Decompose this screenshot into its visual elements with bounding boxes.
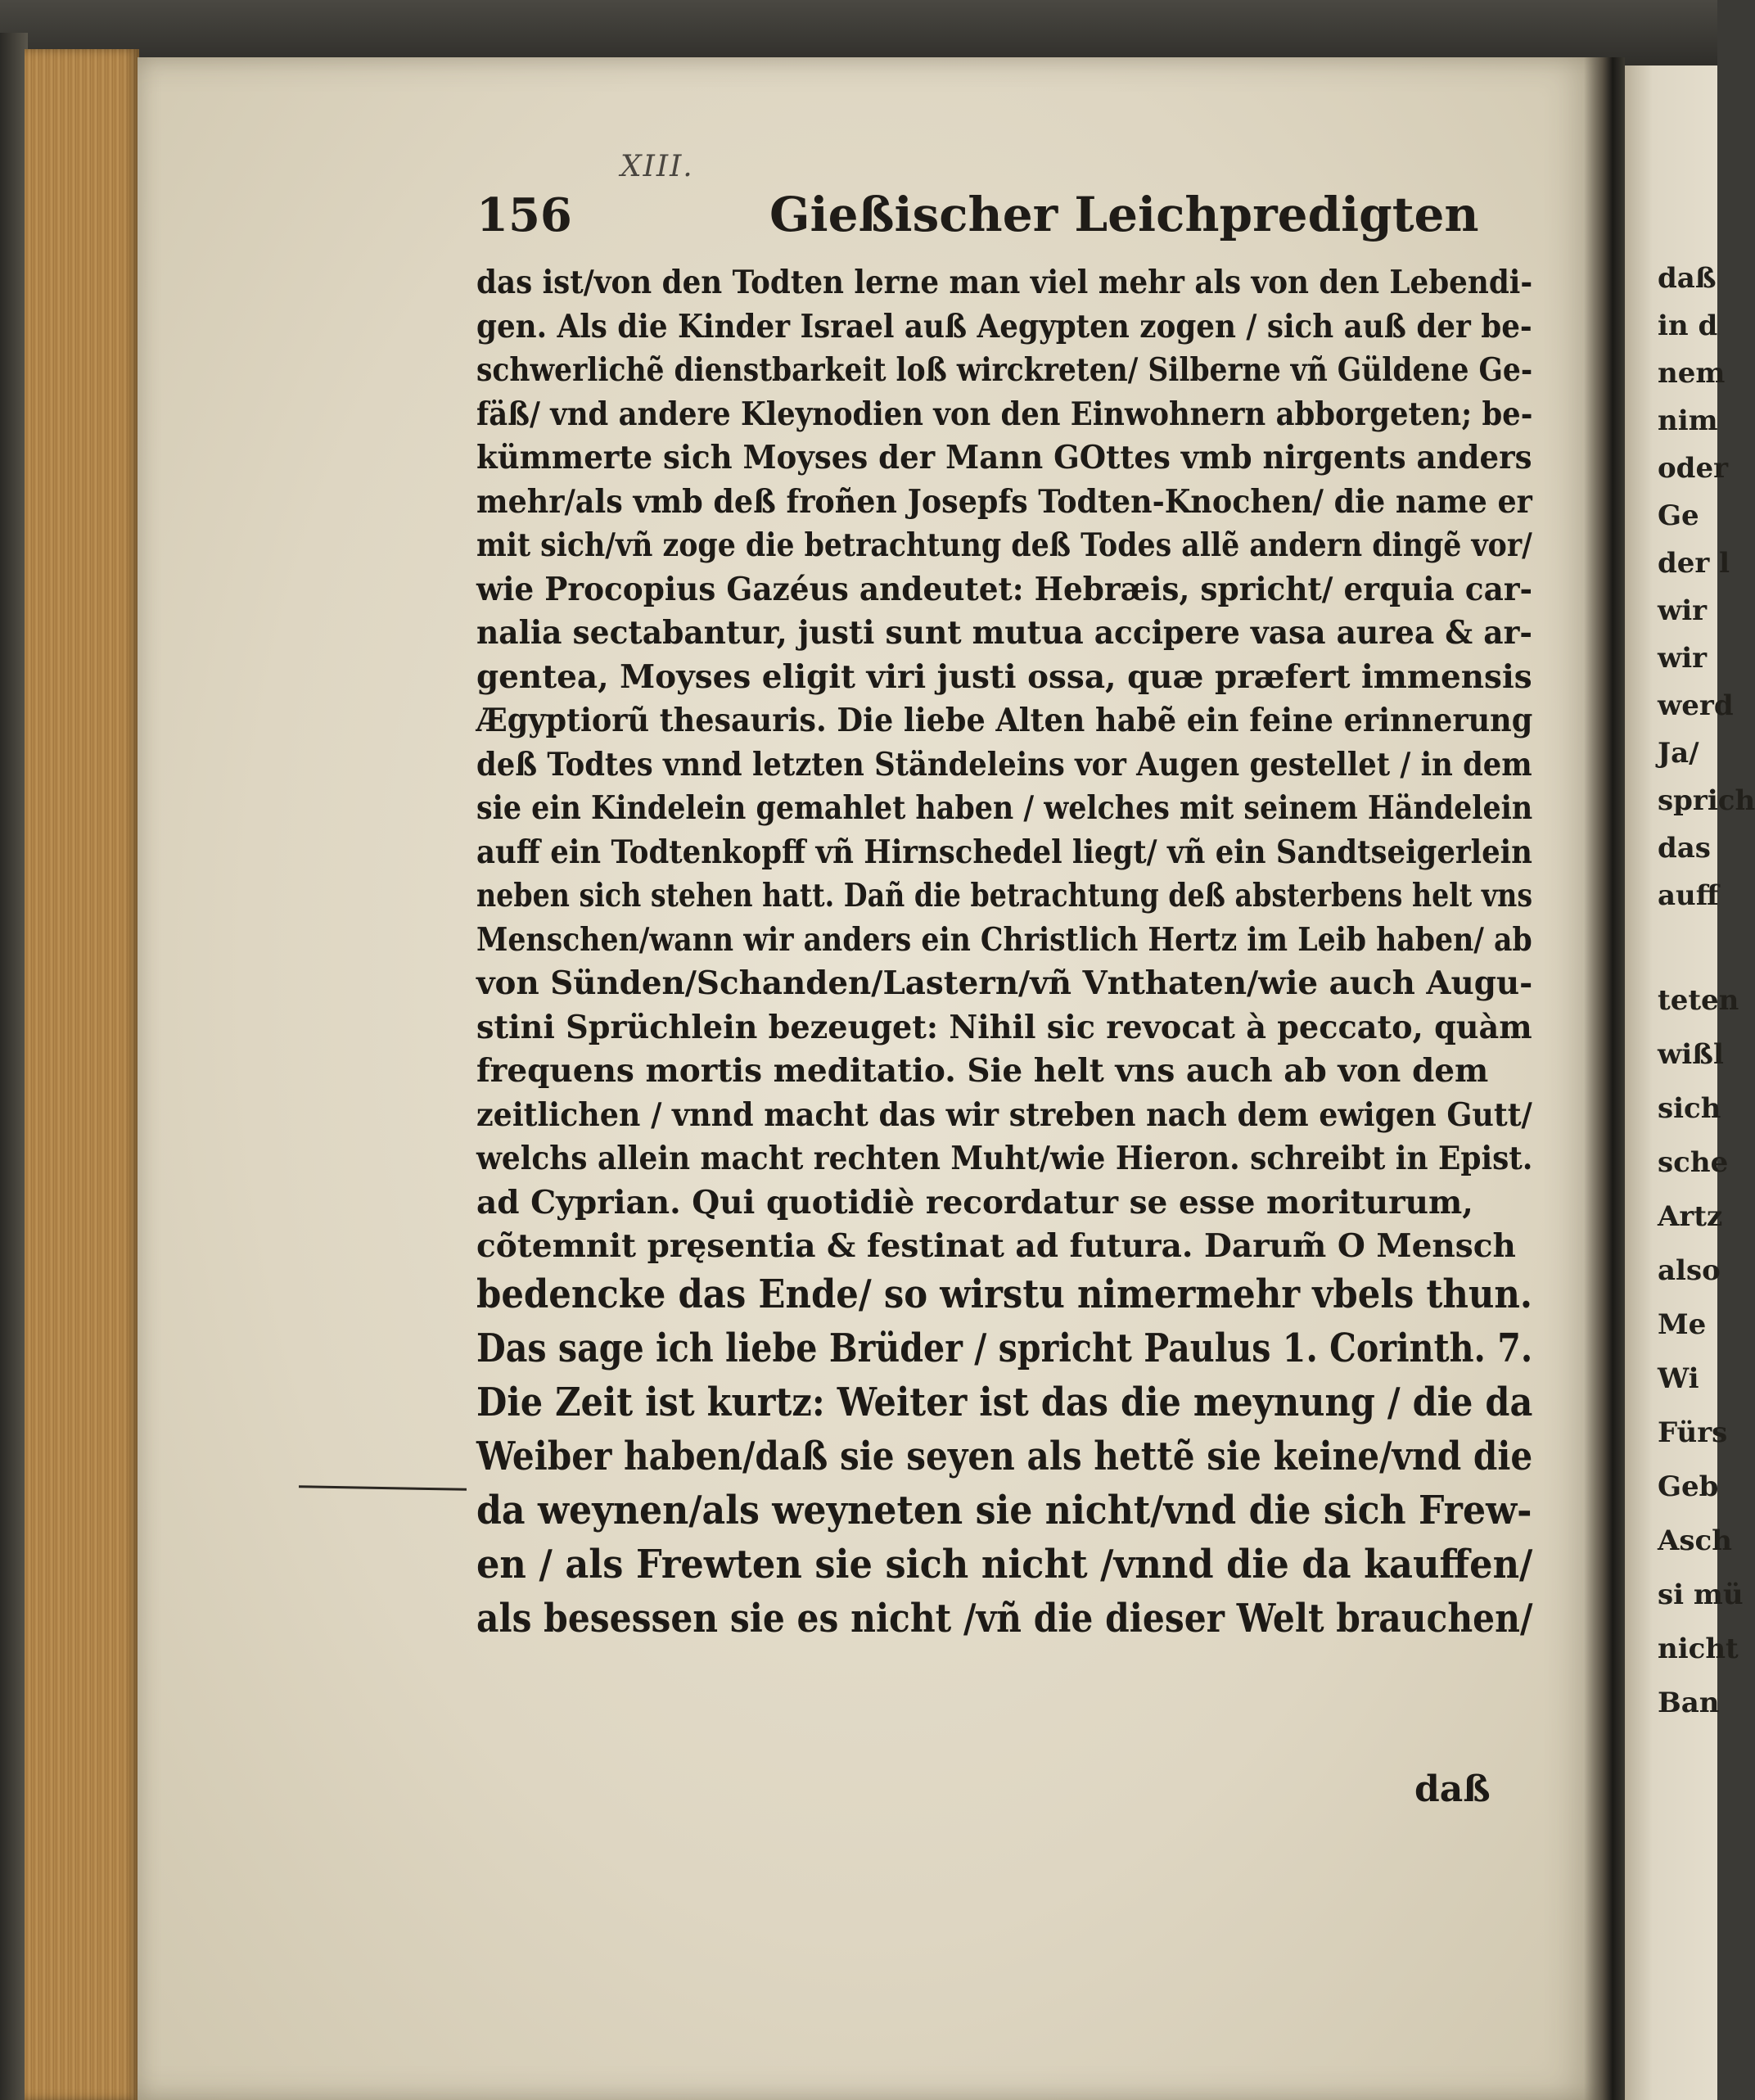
adjacent-line-fragment: in d [1658, 309, 1718, 342]
adjacent-line-fragment: sich [1658, 1092, 1721, 1125]
adjacent-line-fragment: Ge [1658, 499, 1699, 532]
adjacent-line-fragment: Ja/ [1658, 737, 1699, 770]
adjacent-line-fragment: also [1658, 1254, 1721, 1287]
text-line: von Sünden/Schanden/Lastern/vñ Vnthaten/wie auch Augu- [476, 964, 1533, 1002]
text-line: auff ein Todtenkopff vñ Hirnschedel liegt/ vñ ein Sandtseigerlein [476, 833, 1532, 871]
page-edges [25, 49, 139, 2100]
adjacent-line-fragment: auff [1658, 879, 1719, 912]
adjacent-line-fragment: wir [1658, 642, 1708, 675]
adjacent-line-fragment: Asch [1658, 1524, 1732, 1557]
text-line: stini Sprüchlein bezeuget: Nihil sic revocat à peccato, quàm [476, 1008, 1532, 1046]
text-line: wie Procopius Gazéus andeutet: Hebræis, spricht/ erquia car- [476, 570, 1533, 608]
text-line: nalia sectabantur, justi sunt mutua accipere vasa aurea & ar- [476, 614, 1532, 652]
adjacent-line-fragment: das [1658, 832, 1711, 865]
adjacent-line-fragment: oder [1658, 452, 1728, 485]
adjacent-line-fragment: Fürs [1658, 1416, 1728, 1449]
text-line: ad Cyprian. Qui quotidiè recordatur se esse moriturum, [476, 1183, 1473, 1222]
adjacent-line-fragment: Geb [1658, 1470, 1719, 1503]
text-line: zeitlichen / vnnd macht das wir streben nach dem ewigen Gutt/ [476, 1095, 1532, 1134]
text-line: frequens mortis meditatio. Sie helt vns auch ab von dem [476, 1052, 1489, 1090]
adjacent-line-fragment: werd [1658, 689, 1734, 722]
book-cover-left [0, 33, 28, 2100]
page-number: 156 [476, 188, 572, 242]
adjacent-line-fragment: wir [1658, 594, 1708, 627]
running-head: Gießischer Leichpredigten [769, 187, 1479, 242]
text-line: bedencke das Ende/ so wirstu nimermehr vbels thun. [476, 1271, 1533, 1317]
text-line: Ægyptiorũ thesauris. Die liebe Alten habẽ ein feine erinnerung [476, 702, 1533, 739]
adjacent-line-fragment: sche [1658, 1146, 1729, 1179]
adjacent-line-fragment: teten [1658, 984, 1739, 1017]
adjacent-line-fragment: nim [1658, 404, 1718, 437]
text-line: Die Zeit ist kurtz: Weiter ist das die meynung / die da [476, 1379, 1533, 1425]
adjacent-line-fragment: sprich [1658, 784, 1755, 817]
adjacent-line-fragment: Wi [1658, 1362, 1699, 1395]
catchword: daß [1414, 1768, 1491, 1810]
adjacent-line-fragment: Ban [1658, 1687, 1720, 1719]
text-line: schwerlichẽ dienstbarkeit loß wirckreten/ Silberne vñ Güldene Ge- [476, 351, 1533, 389]
text-line: welchs allein macht rechten Muht/wie Hieron. schreibt in Epist. [476, 1140, 1533, 1177]
text-line: kümmerte sich Moyses der Mann GOttes vmb nirgents anders [476, 439, 1532, 476]
adjacent-line-fragment: daß [1658, 262, 1717, 295]
text-line: Weiber haben/daß sie seyen als hettẽ sie keine/vnd die [476, 1433, 1533, 1479]
adjacent-line-fragment: Me [1658, 1308, 1707, 1341]
book-cover-top [0, 0, 1717, 65]
adjacent-line-fragment: nicht [1658, 1633, 1739, 1665]
text-line: mehr/als vmb deß froñen Josepfs Todten-Knochen/ die name er [476, 482, 1532, 521]
adjacent-line-fragment: wißl [1658, 1038, 1724, 1071]
text-line: deß Todtes vnnd letzten Ständeleins vor Augen gestellet / in dem [476, 745, 1532, 784]
text-line: mit sich/vñ zoge die betrachtung deß Todes allẽ andern dingẽ vor/ [476, 526, 1532, 564]
text-line: gentea, Moyses eligit viri justi ossa, quæ præfert immensis [476, 657, 1532, 696]
adjacent-line-fragment: Artz [1658, 1200, 1723, 1233]
text-line: en / als Frewten sie sich nicht /vnnd die da kauffen/ [476, 1541, 1533, 1587]
adjacent-line-fragment: nem [1658, 357, 1726, 390]
text-line: cõtemnit pręsentia & festinat ad futura. Darum̃ O Mensch [476, 1227, 1516, 1265]
text-line: Menschen/wann wir anders ein Christlich Hertz im Leib haben/ ab [476, 920, 1532, 959]
text-line: sie ein Kindelein gemahlet haben / welches mit seinem Händelein [476, 789, 1533, 827]
adjacent-line-fragment: si mü [1658, 1578, 1744, 1611]
signature-mark: XIII. [620, 150, 694, 183]
text-line: fäß/ vnd andere Kleynodien von den Einwohnern abborgeten; be- [476, 395, 1533, 433]
adjacent-line-fragment: der l [1658, 547, 1730, 580]
text-line: neben sich stehen hatt. Dañ die betrachtung deß absterbens helt vns [476, 877, 1533, 915]
text-line: da weynen/als weyneten sie nicht/vnd die sich Frew- [476, 1487, 1532, 1533]
book-gutter [1584, 57, 1625, 2100]
text-line: gen. Als die Kinder Israel auß Aegypten zogen / sich auß der be- [476, 307, 1532, 345]
text-line: als besessen sie es nicht /vñ die dieser Welt brauchen/ [476, 1595, 1533, 1642]
text-line: Das sage ich liebe Brüder / spricht Paulus 1. Corinth. 7. [476, 1325, 1533, 1371]
text-line: das ist/von den Todten lerne man viel mehr als von den Lebendi- [476, 264, 1533, 301]
